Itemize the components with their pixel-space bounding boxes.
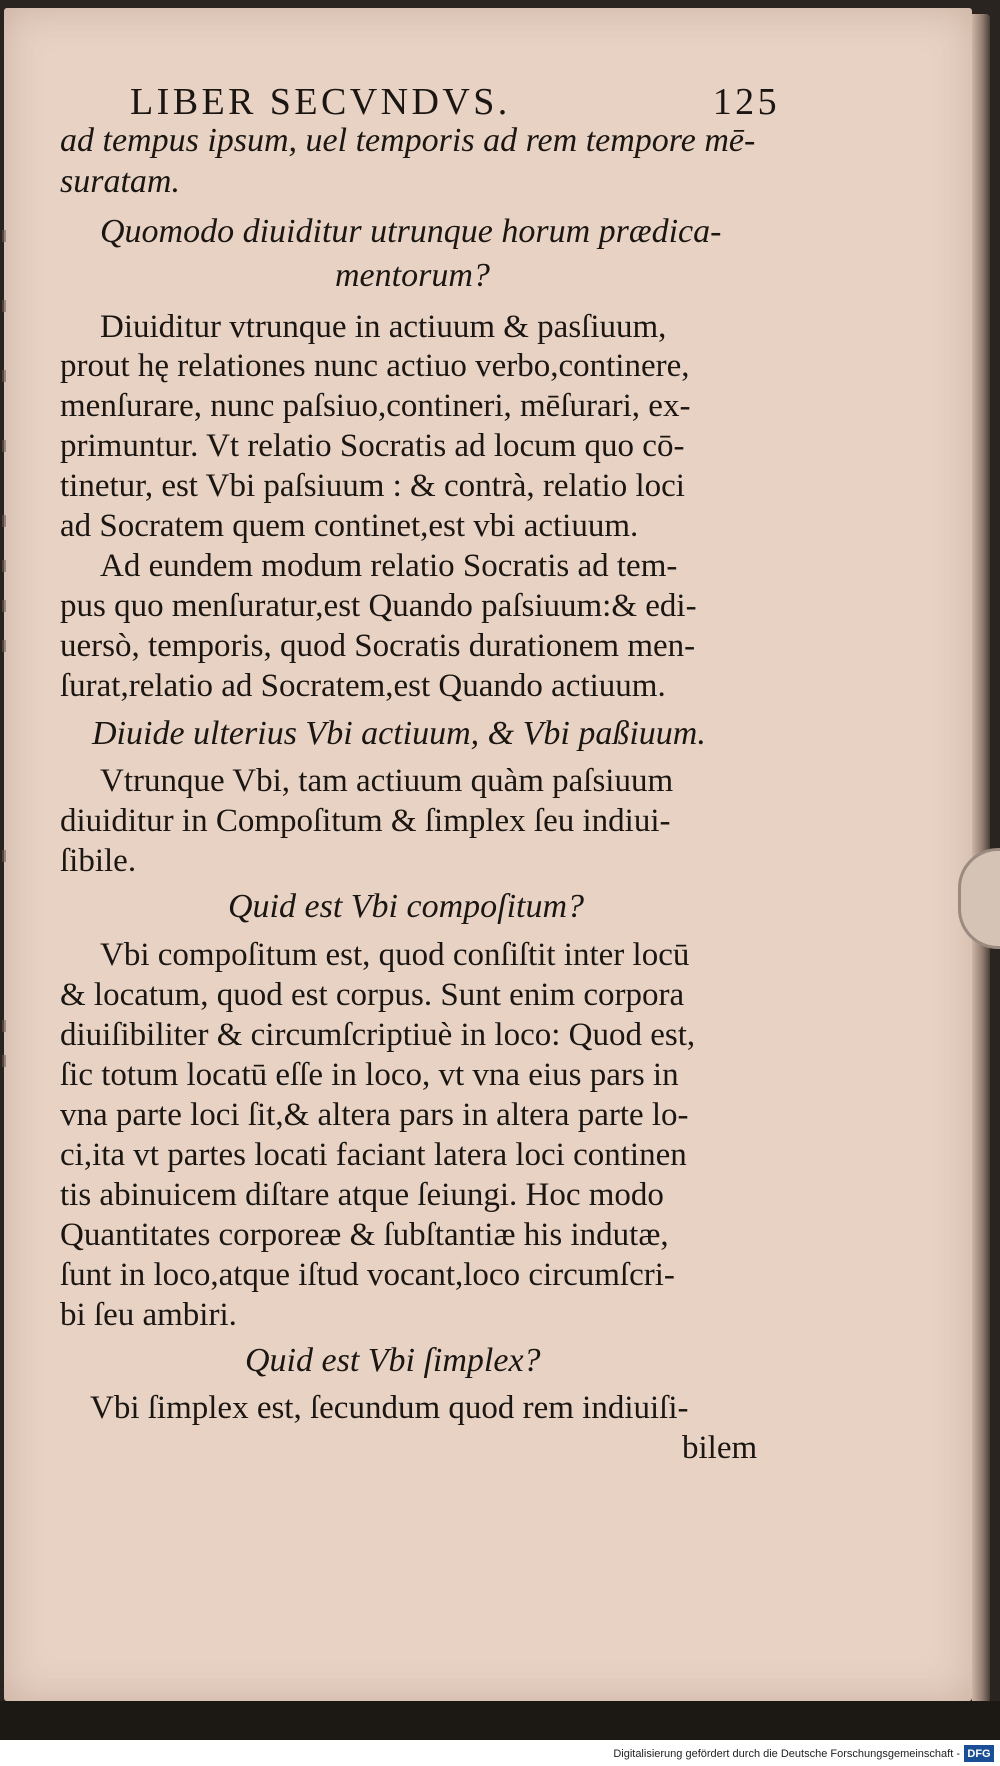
- text-line: Ad eundem modum relatio Socratis ad tem-: [100, 548, 678, 584]
- text-line: Vtrunque Vbi, tam actiuum quàm paſsiuum: [100, 763, 674, 799]
- section-heading: Quomodo diuiditur utrunque horum prædica-: [100, 213, 722, 250]
- text-line: Vbi compoſitum est, quod conſiſtit inter locū: [100, 937, 690, 973]
- text-line: Quantitates corporeæ & ſubſtantiæ his indutæ,: [60, 1217, 669, 1253]
- section-heading: Diuide ulterius Vbi actiuum, & Vbi paßiuum.: [92, 715, 706, 752]
- section-heading: mentorum?: [335, 257, 490, 294]
- section-heading: Quid est Vbi compoſitum?: [228, 888, 585, 925]
- running-header: [130, 80, 780, 124]
- text-line: diuiditur in Compoſitum & ſimplex ſeu indiui-: [60, 803, 671, 839]
- text-line: & locatum, quod est corpus. Sunt enim corpora: [60, 977, 685, 1013]
- text-line: diuiſibiliter & circumſcriptiuè in loco: Quod est,: [60, 1017, 696, 1053]
- text-line: ſic totum locatū eſſe in loco, vt vna eius pars in: [60, 1057, 679, 1093]
- catchword: bilem: [682, 1430, 758, 1466]
- text-line: Vbi ſimplex est, ſecundum quod rem indiuiſi-: [90, 1390, 689, 1426]
- text-line: ſibile.: [60, 843, 137, 879]
- text-line: tinetur, est Vbi paſsiuum : & contrà, relatio loci: [60, 468, 685, 504]
- text-line: tis abinuicem diſtare atque ſeiungi. Hoc modo: [60, 1177, 664, 1213]
- text-line: pus quo menſuratur,est Quando paſsiuum:& edi-: [60, 588, 697, 624]
- text-line: Diuiditur vtrunque in actiuum & pasſiuum,: [100, 309, 667, 345]
- text-line: uersò, temporis, quod Socratis durationem men-: [60, 628, 696, 664]
- text-line: ſunt in loco,atque iſtud vocant,loco circumſcri-: [60, 1257, 675, 1293]
- text-line: suratam.: [60, 163, 180, 200]
- section-heading: Quid est Vbi ſimplex?: [245, 1342, 541, 1379]
- text-line: primuntur. Vt relatio Socratis ad locum quo cō-: [60, 428, 685, 464]
- page-number: 125: [712, 81, 780, 123]
- text-line: ad Socratem quem continet,est vbi actiuum.: [60, 508, 639, 544]
- text-line: prout hę relationes nunc actiuo verbo,continere,: [60, 348, 690, 384]
- dfg-logo-icon: DFG: [964, 1745, 994, 1762]
- footer-bar: [0, 1740, 1000, 1766]
- footer-credit: Digitalisierung gefördert durch die Deutsche Forschungsgemeinschaft -: [613, 1748, 960, 1760]
- text-line: ci,ita vt partes locati faciant latera loci continen: [60, 1137, 687, 1173]
- text-line: menſurare, nunc paſsiuo,contineri, mēſurari, ex-: [60, 388, 691, 424]
- text-line: ad tempus ipsum, uel temporis ad rem tempore mē-: [60, 122, 756, 159]
- running-title: LIBER SECVNDVS.: [130, 81, 511, 123]
- text-line: vna parte loci ſit,& altera pars in altera parte lo-: [60, 1097, 689, 1133]
- text-line: bi ſeu ambiri.: [60, 1297, 237, 1333]
- text-line: ſurat,relatio ad Socratem,est Quando actiuum.: [60, 668, 666, 704]
